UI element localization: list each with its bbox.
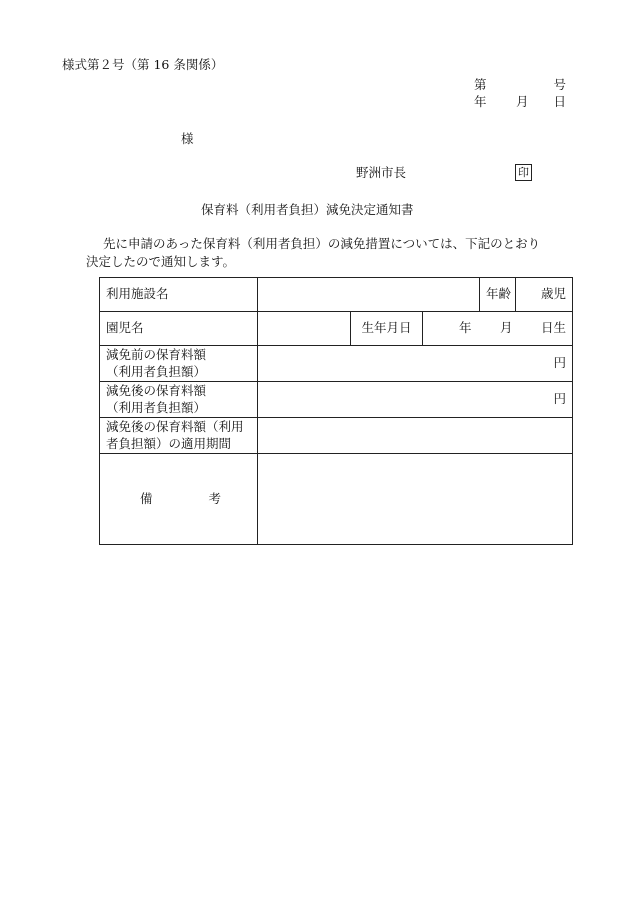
table-row-facility bbox=[100, 278, 573, 312]
age-label: 年齢 bbox=[480, 278, 516, 312]
after-fee-label bbox=[100, 382, 258, 418]
period-label-line-2: 者負担額）の適用期間 bbox=[106, 435, 232, 451]
birth-year-unit: 年 bbox=[459, 320, 472, 336]
body-text-line-1: 先に申請のあった保育料（利用者負担）の減免措置については、下記のとおり bbox=[103, 236, 541, 251]
table-row-remarks bbox=[100, 454, 573, 545]
before-fee-label bbox=[100, 346, 258, 382]
birthdate-value bbox=[423, 312, 573, 346]
period-label-line-1: 減免後の保育料額（利用 bbox=[106, 418, 244, 434]
remarks-char-1: 備 bbox=[140, 490, 153, 506]
child-name-value bbox=[258, 312, 351, 346]
seal-stamp-box: 印 bbox=[515, 164, 532, 181]
before-fee-label-line-1: 減免前の保育料額 bbox=[106, 346, 207, 362]
remarks-value bbox=[258, 454, 573, 545]
recipient-honorific: 様 bbox=[181, 131, 194, 146]
after-fee-label-line-2: （利用者負担額） bbox=[106, 399, 207, 415]
form-number: 様式第２号（第 16 条関係） bbox=[62, 57, 224, 72]
facility-value bbox=[258, 278, 480, 312]
table-row-period bbox=[100, 418, 573, 454]
remarks-char-2: 考 bbox=[208, 490, 221, 506]
facility-label: 利用施設名 bbox=[100, 278, 258, 312]
before-fee-label-line-2: （利用者負担額） bbox=[106, 363, 207, 379]
sender-title: 野洲市長 bbox=[356, 165, 407, 180]
table-row-before-fee bbox=[100, 346, 573, 382]
issue-date bbox=[474, 96, 566, 110]
date-day: 日 bbox=[553, 94, 566, 109]
table-row-child-name bbox=[100, 312, 573, 346]
remarks-label bbox=[100, 454, 258, 545]
period-value bbox=[258, 418, 573, 454]
date-year: 年 bbox=[474, 94, 487, 109]
date-month: 月 bbox=[516, 94, 529, 109]
age-unit: 歳児 bbox=[516, 278, 573, 312]
birthdate-label: 生年月日 bbox=[351, 312, 423, 346]
doc-number-suffix: 号 bbox=[553, 77, 566, 92]
period-label bbox=[100, 418, 258, 454]
after-fee-label-line-1: 減免後の保育料額 bbox=[106, 382, 207, 398]
child-name-label: 園児名 bbox=[100, 312, 258, 346]
birth-month-unit: 月 bbox=[500, 320, 513, 336]
table-row-after-fee bbox=[100, 382, 573, 418]
after-fee-yen: 円 bbox=[258, 382, 573, 418]
document-title: 保育料（利用者負担）減免決定通知書 bbox=[201, 202, 414, 217]
body-text-line-2: 決定したので通知します。 bbox=[86, 254, 236, 269]
document-number bbox=[474, 79, 566, 93]
decision-table bbox=[99, 277, 573, 545]
doc-number-prefix: 第 bbox=[474, 77, 487, 92]
before-fee-yen: 円 bbox=[258, 346, 573, 382]
birth-day-unit: 日生 bbox=[541, 320, 567, 336]
